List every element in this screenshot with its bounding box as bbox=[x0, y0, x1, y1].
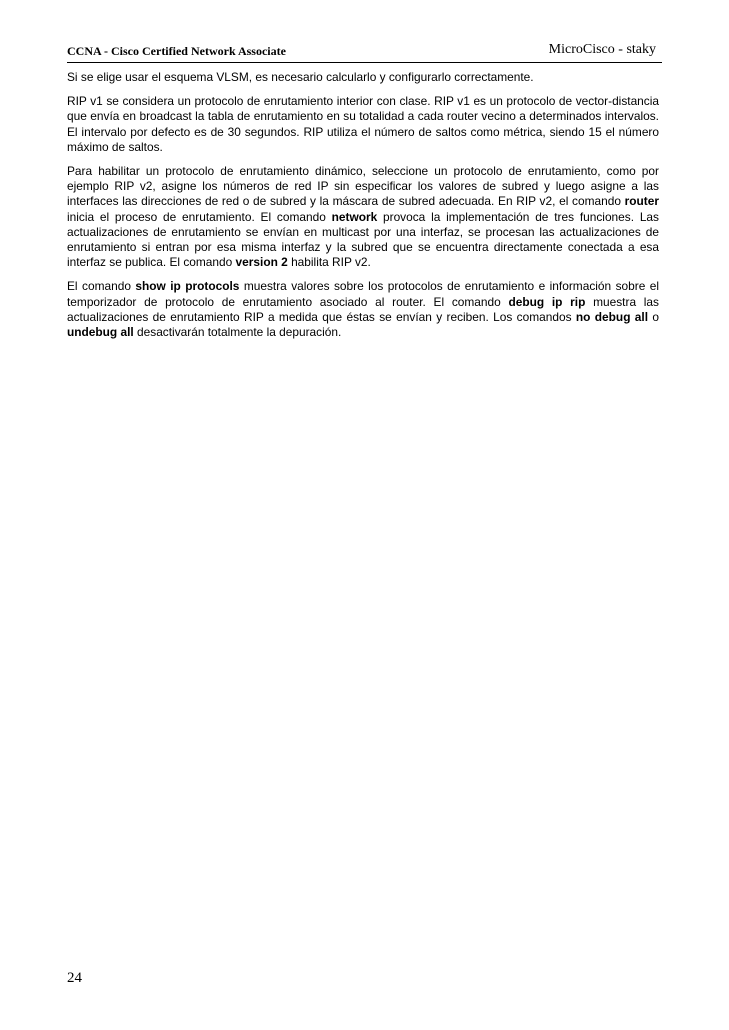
text-run: RIP v1 se considera un protocolo de enrutamiento interior con clase. RIP v1 es un protocolo de vector-distancia que envía en broadcast la tabla de enrutamiento en su totalidad a cada router vecino a determinados intervalos. El intervalo por defecto es de 30 segundos. RIP utiliza el número de saltos como métrica, siendo 15 el número máximo de saltos. bbox=[67, 94, 659, 154]
page-header bbox=[67, 40, 662, 63]
text-run: El comando bbox=[67, 279, 136, 294]
text-run: desactivarán totalmente la depuración. bbox=[133, 325, 342, 340]
command-router: router bbox=[624, 194, 659, 209]
command-show-ip-protocols: show ip protocols bbox=[135, 279, 240, 294]
text-run: provoca la implementación de tres funciones. Las actualizaciones de enrutamiento se envían en multicast por una interfaz, se procesan las actualizaciones de enrutamiento si entran por esa misma interfaz y la subred que se encuentra directamente conectada a esa interfaz se publica. El comando bbox=[67, 209, 659, 270]
paragraph-vlsm bbox=[67, 70, 659, 85]
header-author: MicroCisco - staky bbox=[548, 42, 656, 57]
paragraph-rip-v2-config bbox=[67, 164, 659, 270]
command-network: network bbox=[331, 209, 378, 224]
command-no-debug-all: no debug all bbox=[575, 309, 649, 324]
text-run: Para habilitar un protocolo de enrutamiento dinámico, seleccione un protocolo de enrutamiento, como por ejemplo RIP v2, asigne los números de red IP sin especificar los valores de subred y luego asigne a las interfaces las direcciones de red o de subred y la máscara de subred adecuada. En RIP v2, el comando bbox=[67, 164, 659, 209]
command-version-2: version 2 bbox=[235, 255, 288, 270]
text-run: habilita RIP v2. bbox=[287, 255, 371, 270]
paragraph-show-debug bbox=[67, 279, 659, 340]
command-undebug-all: undebug all bbox=[67, 325, 134, 340]
document-body bbox=[67, 70, 659, 349]
text-run: muestra valores sobre los protocolos de enrutamiento e información sobre el temporizador de protocolo de enrutamiento asociado al router. El comando bbox=[67, 279, 660, 309]
text-run: o bbox=[648, 309, 659, 324]
text-run: inicia el proceso de enrutamiento. El comando bbox=[67, 209, 332, 224]
command-debug-ip-rip: debug ip rip bbox=[508, 294, 586, 309]
page-number: 24 bbox=[67, 970, 82, 986]
text-run: muestra las actualizaciones de enrutamiento RIP a medida que éstas se envían y reciben. Los comandos bbox=[67, 294, 659, 324]
header-title: CCNA - Cisco Certified Network Associate bbox=[67, 44, 286, 58]
text-run: Si se elige usar el esquema VLSM, es necesario calcularlo y configurarlo correctamente. bbox=[67, 70, 534, 84]
paragraph-rip-v1 bbox=[67, 94, 659, 155]
